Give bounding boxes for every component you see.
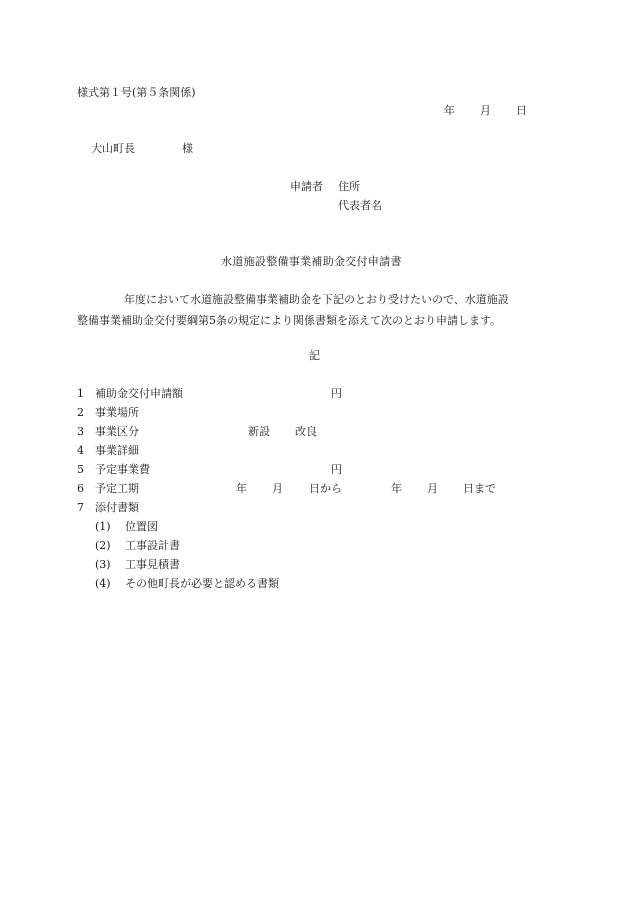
document-title: 水道施設整備事業補助金交付申請書 bbox=[221, 255, 402, 268]
attachment-2-number: (2) bbox=[95, 539, 111, 552]
item-5-label: 予定事業費 bbox=[95, 463, 150, 476]
item-6-label: 予定工期 bbox=[95, 482, 139, 495]
applicant-representative-label: 代表者名 bbox=[338, 199, 382, 212]
item-7-number: 7 bbox=[77, 501, 84, 514]
body-line-1: 年度において水道施設整備事業補助金を下記のとおり受けたいので、水道施設 bbox=[124, 293, 509, 306]
item-6-to-year: 年 bbox=[391, 482, 402, 495]
form-number: 様式第１号(第５条関係) bbox=[77, 86, 196, 99]
item-1-unit: 円 bbox=[331, 387, 342, 400]
item-6-to-month: 月 bbox=[427, 482, 438, 495]
item-1-label: 補助金交付申請額 bbox=[95, 387, 183, 400]
item-6-from-year: 年 bbox=[236, 482, 247, 495]
item-4-label: 事業詳細 bbox=[95, 444, 139, 457]
item-2-number: 2 bbox=[77, 406, 84, 419]
attachment-1-number: (1) bbox=[95, 520, 111, 533]
item-1-number: 1 bbox=[77, 387, 84, 400]
item-4-number: 4 bbox=[77, 444, 84, 457]
date-year-label: 年 bbox=[444, 104, 455, 117]
attachment-2-label: 工事設計書 bbox=[125, 539, 180, 552]
date-day-label: 日 bbox=[516, 104, 527, 117]
item-7-label: 添付書類 bbox=[95, 501, 139, 514]
attachment-3-number: (3) bbox=[95, 558, 111, 571]
attachment-3-label: 工事見積書 bbox=[125, 558, 180, 571]
item-5-unit: 円 bbox=[331, 463, 342, 476]
applicant-address-label: 住所 bbox=[338, 180, 360, 193]
item-3-number: 3 bbox=[77, 425, 84, 438]
addressee-honorific: 様 bbox=[182, 142, 193, 155]
item-3-option-improve: 改良 bbox=[295, 425, 317, 438]
item-6-to-day: 日まで bbox=[463, 482, 496, 495]
ki-heading: 記 bbox=[309, 349, 320, 362]
item-6-number: 6 bbox=[77, 482, 84, 495]
item-6-from-day: 日から bbox=[309, 482, 342, 495]
body-line-2: 整備事業補助金交付要綱第5条の規定により関係書類を添えて次のとおり申請します。 bbox=[77, 314, 502, 327]
item-3-option-new: 新設 bbox=[248, 425, 270, 438]
addressee-name: 大山町長 bbox=[91, 142, 135, 155]
attachment-4-label: その他町長が必要と認める書類 bbox=[125, 577, 279, 590]
item-5-number: 5 bbox=[77, 463, 84, 476]
body-paragraph bbox=[77, 289, 567, 331]
item-2-label: 事業場所 bbox=[95, 406, 139, 419]
attachment-1-label: 位置図 bbox=[125, 520, 158, 533]
item-3-label: 事業区分 bbox=[95, 425, 139, 438]
attachment-4-number: (4) bbox=[95, 577, 111, 590]
date-month-label: 月 bbox=[480, 104, 491, 117]
item-6-from-month: 月 bbox=[272, 482, 283, 495]
applicant-label: 申請者 bbox=[290, 180, 323, 193]
